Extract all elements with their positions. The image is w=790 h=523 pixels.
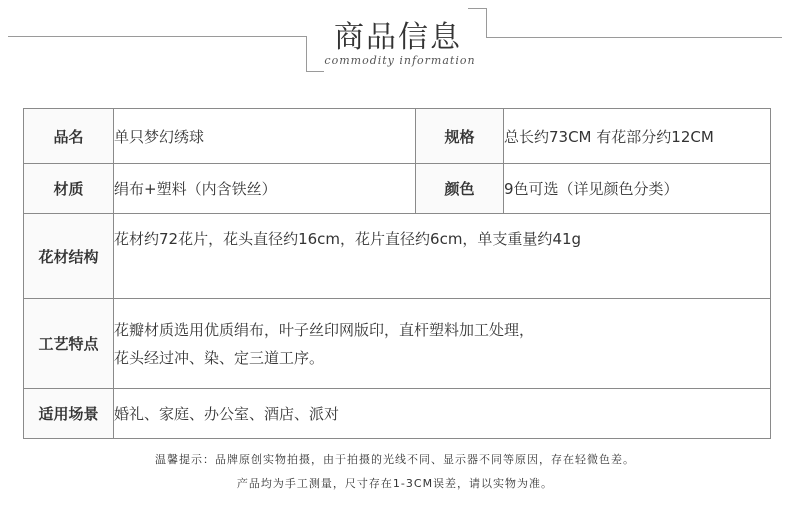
- size-value: 总长约73CM 有花部分约12CM: [504, 109, 771, 164]
- notes: [0, 448, 790, 496]
- name-value: 单只梦幻绣球: [114, 109, 416, 164]
- page-subtitle: commodity information: [324, 54, 476, 67]
- color-label: 颜色: [416, 164, 504, 214]
- header-tick-right: [486, 8, 487, 38]
- craft-label: 工艺特点: [24, 299, 114, 389]
- scene-label: 适用场景: [24, 389, 114, 439]
- structure-label: 花材结构: [24, 214, 114, 299]
- table-row: [24, 389, 771, 439]
- name-label: 品名: [24, 109, 114, 164]
- header-rule-right: [486, 37, 782, 38]
- table-row: [24, 164, 771, 214]
- section-header: [0, 0, 790, 90]
- craft-line-1: 花瓣材质选用优质绢布，叶子丝印网版印，直杆塑料加工处理，: [114, 320, 535, 339]
- material-value: 绢布+塑料（内含铁丝）: [114, 164, 416, 214]
- table-row: [24, 214, 771, 299]
- craft-value: [114, 299, 771, 389]
- craft-line-2: 花头经过冲、染、定三道工序。: [114, 348, 325, 367]
- page-title: 商品信息: [334, 20, 462, 55]
- table-row: [24, 299, 771, 389]
- header-rule-right-top: [468, 8, 486, 9]
- size-label: 规格: [416, 109, 504, 164]
- scene-value: 婚礼、家庭、办公室、酒店、派对: [114, 389, 771, 439]
- material-label: 材质: [24, 164, 114, 214]
- table-row: [24, 109, 771, 164]
- header-rule-left: [8, 36, 306, 37]
- header-rule-left-bottom: [306, 71, 324, 72]
- header-tick-left: [306, 36, 307, 72]
- structure-value: 花材约72花片，花头直径约16cm，花片直径约6cm，单支重量约41g: [114, 214, 771, 299]
- color-value: 9色可选（详见颜色分类）: [504, 164, 771, 214]
- note-line-2: 产品均为手工测量，尺寸存在1-3CM误差，请以实物为准。: [236, 477, 554, 490]
- note-line-1: 温馨提示：品牌原创实物拍摄，由于拍摄的光线不同、显示器不同等原因，存在轻微色差。: [155, 453, 635, 466]
- spec-table: [23, 108, 771, 439]
